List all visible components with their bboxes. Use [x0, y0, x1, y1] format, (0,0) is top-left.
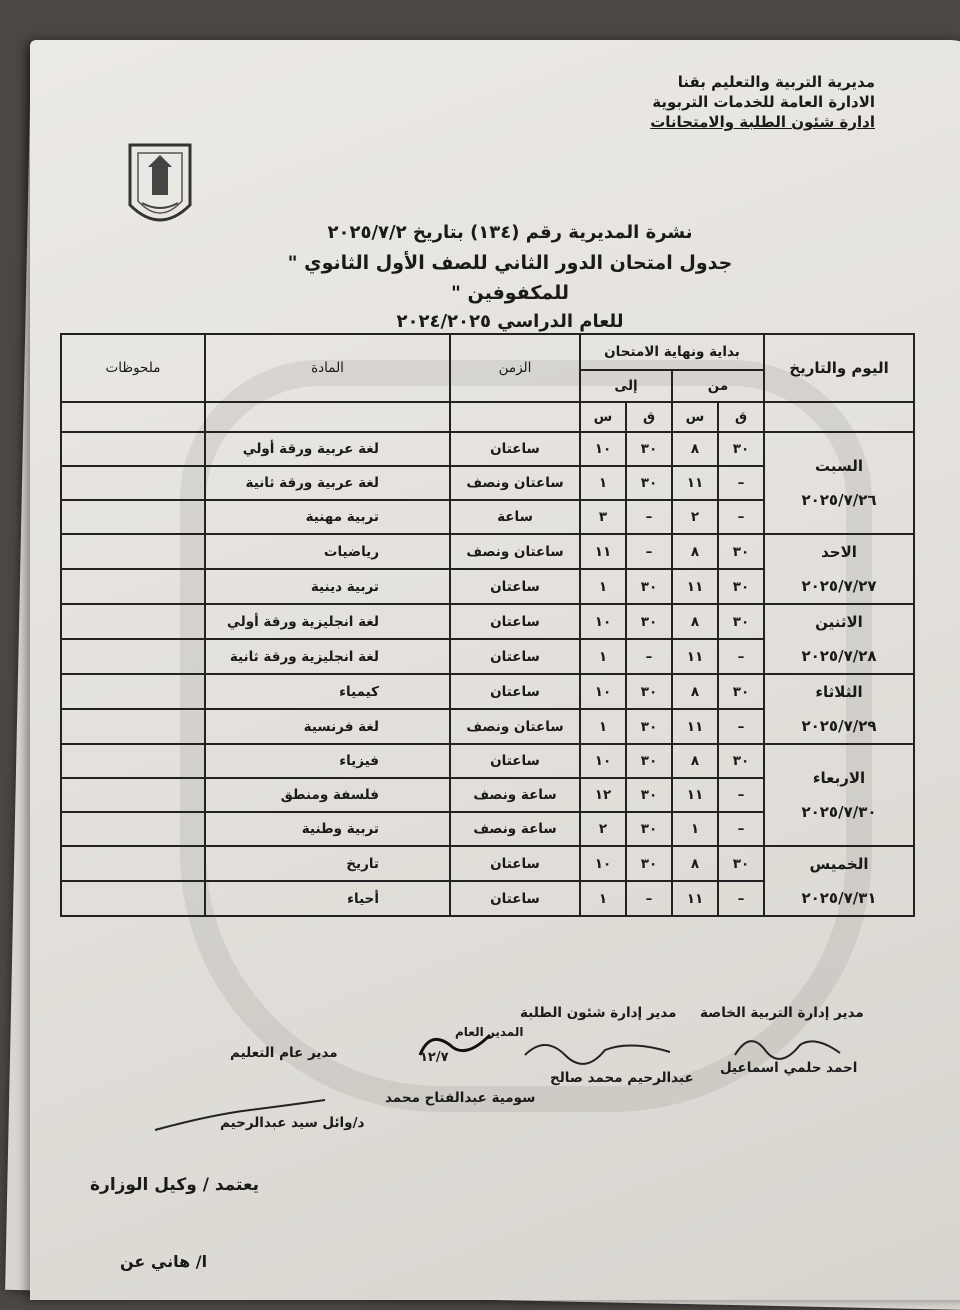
to-minute: – [626, 534, 672, 569]
notes-cell [61, 604, 205, 639]
subject-cell: لغة عربية ورقة ثانية [205, 466, 450, 500]
from-minute: ٣٠ [718, 674, 764, 709]
approval-line: يعتمد / وكيل الوزارة [90, 1175, 259, 1195]
unit-cell: س [580, 402, 626, 432]
to-hour: ٣ [580, 500, 626, 534]
to-minute: – [626, 881, 672, 916]
notes-cell [61, 846, 205, 881]
day-name: السبت [814, 457, 864, 475]
exam-date: ٢٠٢٥/٧/٣٠ [801, 803, 877, 821]
to-minute: ٣٠ [626, 432, 672, 466]
to-hour: ١٠ [580, 846, 626, 881]
subject-cell: لغة انجليزية ورقة أولي [205, 604, 450, 639]
to-hour: ١١ [580, 534, 626, 569]
header-line: ادارة شئون الطلبة والامتحانات [650, 113, 875, 131]
unit-cell: ق [718, 402, 764, 432]
directorate-header [650, 72, 875, 132]
from-minute: – [718, 639, 764, 674]
day-date-cell [764, 432, 914, 534]
notes-cell [61, 674, 205, 709]
from-hour: ١١ [672, 569, 718, 604]
signature-scribble [520, 1030, 680, 1070]
to-hour: ١ [580, 709, 626, 744]
from-minute: ٣٠ [718, 744, 764, 778]
notes-cell [61, 744, 205, 778]
duration-cell: ساعتان [450, 569, 580, 604]
day-name: الثلاثاء [815, 683, 863, 701]
to-hour: ٢ [580, 812, 626, 846]
from-minute: – [718, 500, 764, 534]
table-row [61, 432, 914, 466]
to-hour: ١٢ [580, 778, 626, 812]
signature-scribble [150, 1095, 330, 1135]
unit-cell [450, 402, 580, 432]
from-minute: ٣٠ [718, 846, 764, 881]
subject-cell: تربية وطنية [205, 812, 450, 846]
bulletin-number: نشرة المديرية رقم (١٣٤) بتاريخ ٢٠٢٥/٧/٢ [327, 222, 693, 243]
from-minute: – [718, 778, 764, 812]
day-date-cell [764, 846, 914, 916]
from-minute: – [718, 881, 764, 916]
to-minute: ٣٠ [626, 709, 672, 744]
duration-cell: ساعتان [450, 604, 580, 639]
from-hour: ٢ [672, 500, 718, 534]
from-hour: ٨ [672, 604, 718, 639]
day-date-cell [764, 674, 914, 744]
subject-cell: تاريخ [205, 846, 450, 881]
header-to: إلى [580, 370, 672, 402]
document-page [30, 40, 960, 1300]
subject-cell: لغة عربية ورقة أولي [205, 432, 450, 466]
from-hour: ٨ [672, 432, 718, 466]
to-minute: ٣٠ [626, 604, 672, 639]
notes-cell [61, 709, 205, 744]
duration-cell: ساعتان [450, 881, 580, 916]
document-titles [270, 218, 750, 336]
to-minute: ٣٠ [626, 778, 672, 812]
from-hour: ٨ [672, 744, 718, 778]
to-minute: ٣٠ [626, 744, 672, 778]
gm-note: ١٢/٧ [420, 1050, 449, 1065]
day-name: الخميس [809, 855, 869, 873]
subject-cell: كيمياء [205, 674, 450, 709]
from-hour: ١١ [672, 778, 718, 812]
exam-date: ٢٠٢٥/٧/٢٦ [801, 491, 877, 509]
from-minute: ٣٠ [718, 569, 764, 604]
header-start-end: بداية ونهاية الامتحان [580, 334, 764, 370]
unit-cell [61, 402, 205, 432]
signature-scribble [410, 1025, 500, 1070]
edu-name: د/وائل سيد عبدالرحيم [220, 1115, 365, 1131]
unit-cell [205, 402, 450, 432]
duration-cell: ساعة [450, 500, 580, 534]
notes-cell [61, 432, 205, 466]
unit-cell [764, 402, 914, 432]
notes-cell [61, 881, 205, 916]
header-from: من [672, 370, 764, 402]
to-hour: ١٠ [580, 432, 626, 466]
subject-cell: تربية دينية [205, 569, 450, 604]
to-minute: ٣٠ [626, 466, 672, 500]
table-row [61, 604, 914, 639]
duration-cell: ساعتان ونصف [450, 534, 580, 569]
affairs-name: عبدالرحيم محمد صالح [550, 1070, 694, 1086]
table-row [61, 674, 914, 709]
to-hour: ١٠ [580, 744, 626, 778]
table-row [61, 744, 914, 778]
schedule-title: جدول امتحان الدور الثاني للصف الأول الثانوي " للمكفوفين " [287, 252, 733, 304]
to-minute: ٣٠ [626, 674, 672, 709]
duration-cell: ساعتان [450, 639, 580, 674]
subject-cell: فلسفة ومنطق [205, 778, 450, 812]
to-hour: ١٠ [580, 674, 626, 709]
special-ed-name: احمد حلمي اسماعيل [720, 1060, 858, 1076]
undersecretary-name: ا/ هاني عن [120, 1252, 208, 1271]
exam-date: ٢٠٢٥/٧/٣١ [801, 889, 877, 907]
special-ed-title: مدير إدارة التربية الخاصة [700, 1005, 864, 1021]
to-hour: ١ [580, 569, 626, 604]
to-minute: ٣٠ [626, 569, 672, 604]
from-hour: ١١ [672, 881, 718, 916]
day-date-cell [764, 744, 914, 846]
to-hour: ١ [580, 639, 626, 674]
from-hour: ١١ [672, 709, 718, 744]
signature-scribble [730, 1025, 850, 1065]
duration-cell: ساعتان [450, 674, 580, 709]
notes-cell [61, 639, 205, 674]
duration-cell: ساعتان ونصف [450, 709, 580, 744]
day-date-cell [764, 534, 914, 604]
to-minute: ٣٠ [626, 846, 672, 881]
duration-cell: ساعتان ونصف [450, 466, 580, 500]
from-minute: ٣٠ [718, 534, 764, 569]
unit-cell: س [672, 402, 718, 432]
exam-date: ٢٠٢٥/٧/٢٧ [801, 577, 877, 595]
subject-cell: فيزياء [205, 744, 450, 778]
unit-cell: ق [626, 402, 672, 432]
from-hour: ١١ [672, 639, 718, 674]
duration-cell: ساعتان [450, 432, 580, 466]
duration-cell: ساعة ونصف [450, 812, 580, 846]
to-hour: ١ [580, 881, 626, 916]
notes-cell [61, 569, 205, 604]
exam-date: ٢٠٢٥/٧/٢٩ [801, 717, 877, 735]
exam-schedule-table [60, 333, 915, 917]
day-name: الاثنين [815, 613, 863, 631]
from-hour: ٨ [672, 534, 718, 569]
header-line: الادارة العامة للخدمات التربوية [652, 93, 875, 111]
subject-cell: أحياء [205, 881, 450, 916]
from-minute: ٣٠ [718, 432, 764, 466]
from-hour: ١ [672, 812, 718, 846]
header-notes: ملحوظات [61, 334, 205, 402]
header-day-date: اليوم والتاريخ [764, 334, 914, 402]
duration-cell: ساعة ونصف [450, 778, 580, 812]
from-hour: ٨ [672, 674, 718, 709]
exam-date: ٢٠٢٥/٧/٢٨ [801, 647, 877, 665]
to-hour: ١٠ [580, 604, 626, 639]
notes-cell [61, 500, 205, 534]
gm-name: سومية عبدالفتاح محمد [385, 1090, 536, 1106]
day-name: الاحد [821, 543, 857, 561]
from-minute: – [718, 709, 764, 744]
header-duration: الزمن [450, 334, 580, 402]
notes-cell [61, 534, 205, 569]
affairs-title: مدير إدارة شئون الطلبة [520, 1005, 677, 1021]
subject-cell: رياضيات [205, 534, 450, 569]
duration-cell: ساعتان [450, 744, 580, 778]
table-row [61, 846, 914, 881]
subject-cell: لغة فرنسية [205, 709, 450, 744]
notes-cell [61, 812, 205, 846]
to-minute: – [626, 500, 672, 534]
notes-cell [61, 778, 205, 812]
units-row [61, 402, 914, 432]
academic-year: للعام الدراسي ٢٠٢٤/٢٠٢٥ [396, 311, 624, 332]
to-hour: ١ [580, 466, 626, 500]
from-hour: ٨ [672, 846, 718, 881]
to-minute: ٣٠ [626, 812, 672, 846]
day-date-cell [764, 604, 914, 674]
from-minute: – [718, 466, 764, 500]
notes-cell [61, 466, 205, 500]
from-minute: – [718, 812, 764, 846]
day-name: الاربعاء [812, 769, 866, 787]
ministry-logo [110, 125, 210, 245]
header-subject: المادة [205, 334, 450, 402]
edu-title: مدير عام التعليم [230, 1045, 338, 1061]
table-row [61, 534, 914, 569]
to-minute: – [626, 639, 672, 674]
gm-title: المدير العام [455, 1025, 524, 1039]
header-line: مديرية التربية والتعليم بقنا [677, 73, 875, 91]
subject-cell: لغة انجليزية ورقة ثانية [205, 639, 450, 674]
duration-cell: ساعتان [450, 846, 580, 881]
subject-cell: تربية مهنية [205, 500, 450, 534]
from-hour: ١١ [672, 466, 718, 500]
from-minute: ٣٠ [718, 604, 764, 639]
